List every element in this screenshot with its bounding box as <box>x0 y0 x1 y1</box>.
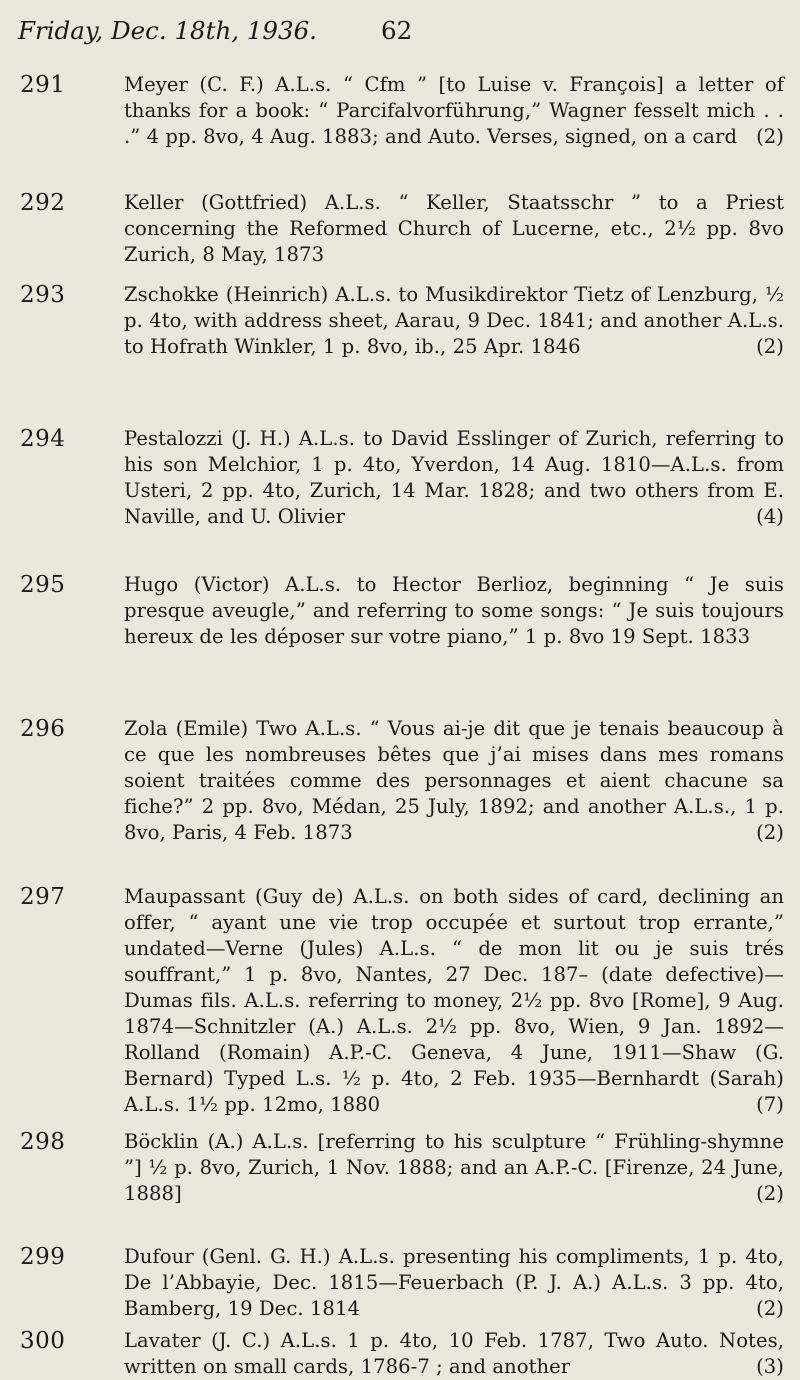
lot-description <box>124 1129 784 1207</box>
lot-text: Keller (Gottfried) A.L.s. “ Keller, Staatsschr ” to a Priest concerning the Reformed Church of Lucerne, etc., 2½ pp. 8vo Zurich, 8 May, 1873 <box>124 191 784 266</box>
lot-description <box>124 1328 784 1380</box>
lot-number: 292 <box>20 190 66 216</box>
lot-count: (7) <box>756 1093 784 1116</box>
lot-description <box>124 716 784 846</box>
lot-text: Pestalozzi (J. H.) A.L.s. to David Esslinger of Zurich, referring to his son Melchior, 1 p. 4to, Yverdon, 14 Aug. 1810—A.L.s. from Usteri, 2 pp. 4to, Zurich, 14 Mar. 1828; and two others from E. Naville, and U. Olivier <box>124 427 784 528</box>
lot-number: 295 <box>20 572 66 598</box>
lot-text: Maupassant (Guy de) A.L.s. on both sides of card, declining an offer, “ ayant une vie trop occupée et surtout trop errante,” undated—Verne (Jules) A.L.s. “ de mon lit ou je suis trés souffrant,” 1 p. 8vo, Nantes, 27 Dec. 187– (date defective)—Dumas fils. A.L.s. referring to money, 2½ pp. 8vo [Rome], 9 Aug. 1874—Schnitzler (A.) A.L.s. 2½ pp. 8vo, Wien, 9 Jan. 1892—Rolland (Romain) A.P.-C. Geneva, 4 June, 1911—Shaw (G. Bernard) Typed L.s. ½ p. 4to, 2 Feb. 1935—Bernhardt (Sarah) A.L.s. 1½ pp. 12mo, 1880 <box>124 885 784 1116</box>
lot-number: 297 <box>20 884 66 910</box>
lot-count: (2) <box>756 821 784 844</box>
lot-description <box>124 72 784 150</box>
lot-text: Hugo (Victor) A.L.s. to Hector Berlioz, beginning “ Je suis presque aveugle,” and referring to some songs: “ Je suis toujours hereux de les déposer sur votre piano,” 1 p. 8vo 19 Sept. 1833 <box>124 573 784 648</box>
lot-text: Zschokke (Heinrich) A.L.s. to Musikdirektor Tietz of Lenzburg, ½ p. 4to, with address sheet, Aarau, 9 Dec. 1841; and another A.L.s. to Hofrath Winkler, 1 p. 8vo, ib., 25 Apr. 1846 <box>124 283 784 358</box>
lot-text: Böcklin (A.) A.L.s. [referring to his sculpture “ Frühling-shymne ”] ½ p. 8vo, Zurich, 1 Nov. 1888; and an A.P.-C. [Firenze, 24 June, 1888] <box>124 1130 784 1205</box>
lot-count: (2) <box>756 1297 784 1320</box>
lot-number: 300 <box>20 1328 66 1354</box>
lot-count: (4) <box>756 505 784 528</box>
sale-date: Friday, Dec. 18th, 1936. <box>18 16 317 45</box>
page-header <box>18 16 782 45</box>
lot-number: 293 <box>20 282 66 308</box>
lot-text: Lavater (J. C.) A.L.s. 1 p. 4to, 10 Feb. 1787, Two Auto. Notes, written on small cards, 1786-7 ; and another <box>124 1329 784 1378</box>
lot-count: (2) <box>756 125 784 148</box>
lot-text: Meyer (C. F.) A.L.s. “ Cfm ” [to Luise v. François] a letter of thanks for a book: “ Parcifalvorführung,” Wagner fesselt mich . . .” 4 pp. 8vo, 4 Aug. 1883; and Auto. Verses, signed, on a card <box>124 73 784 148</box>
lot-description <box>124 572 784 650</box>
lot-text: Dufour (Genl. G. H.) A.L.s. presenting his compliments, 1 p. 4to, De l’Abbayie, Dec. 1815—Feuerbach (P. J. A.) A.L.s. 3 pp. 4to, Bamberg, 19 Dec. 1814 <box>124 1245 784 1320</box>
lot-number: 291 <box>20 72 66 98</box>
lot-count: (2) <box>756 1182 784 1205</box>
lot-number: 298 <box>20 1129 66 1155</box>
lot-number: 296 <box>20 716 66 742</box>
page-number: 62 <box>381 16 413 45</box>
lot-number: 299 <box>20 1244 66 1270</box>
lot-description <box>124 884 784 1118</box>
lot-description <box>124 1244 784 1322</box>
lot-description <box>124 282 784 360</box>
lot-count: (3) <box>756 1355 784 1378</box>
lot-description <box>124 426 784 530</box>
lot-text: Zola (Emile) Two A.L.s. “ Vous ai-je dit que je tenais beaucoup à ce que les nombreuses bêtes que j’ai mises dans mes romans soient traitées comme des personnages et aient chacune sa fiche?” 2 pp. 8vo, Médan, 25 July, 1892; and another A.L.s., 1 p. 8vo, Paris, 4 Feb. 1873 <box>124 717 784 844</box>
lot-count: (2) <box>756 335 784 358</box>
lot-number: 294 <box>20 426 66 452</box>
lot-description <box>124 190 784 268</box>
